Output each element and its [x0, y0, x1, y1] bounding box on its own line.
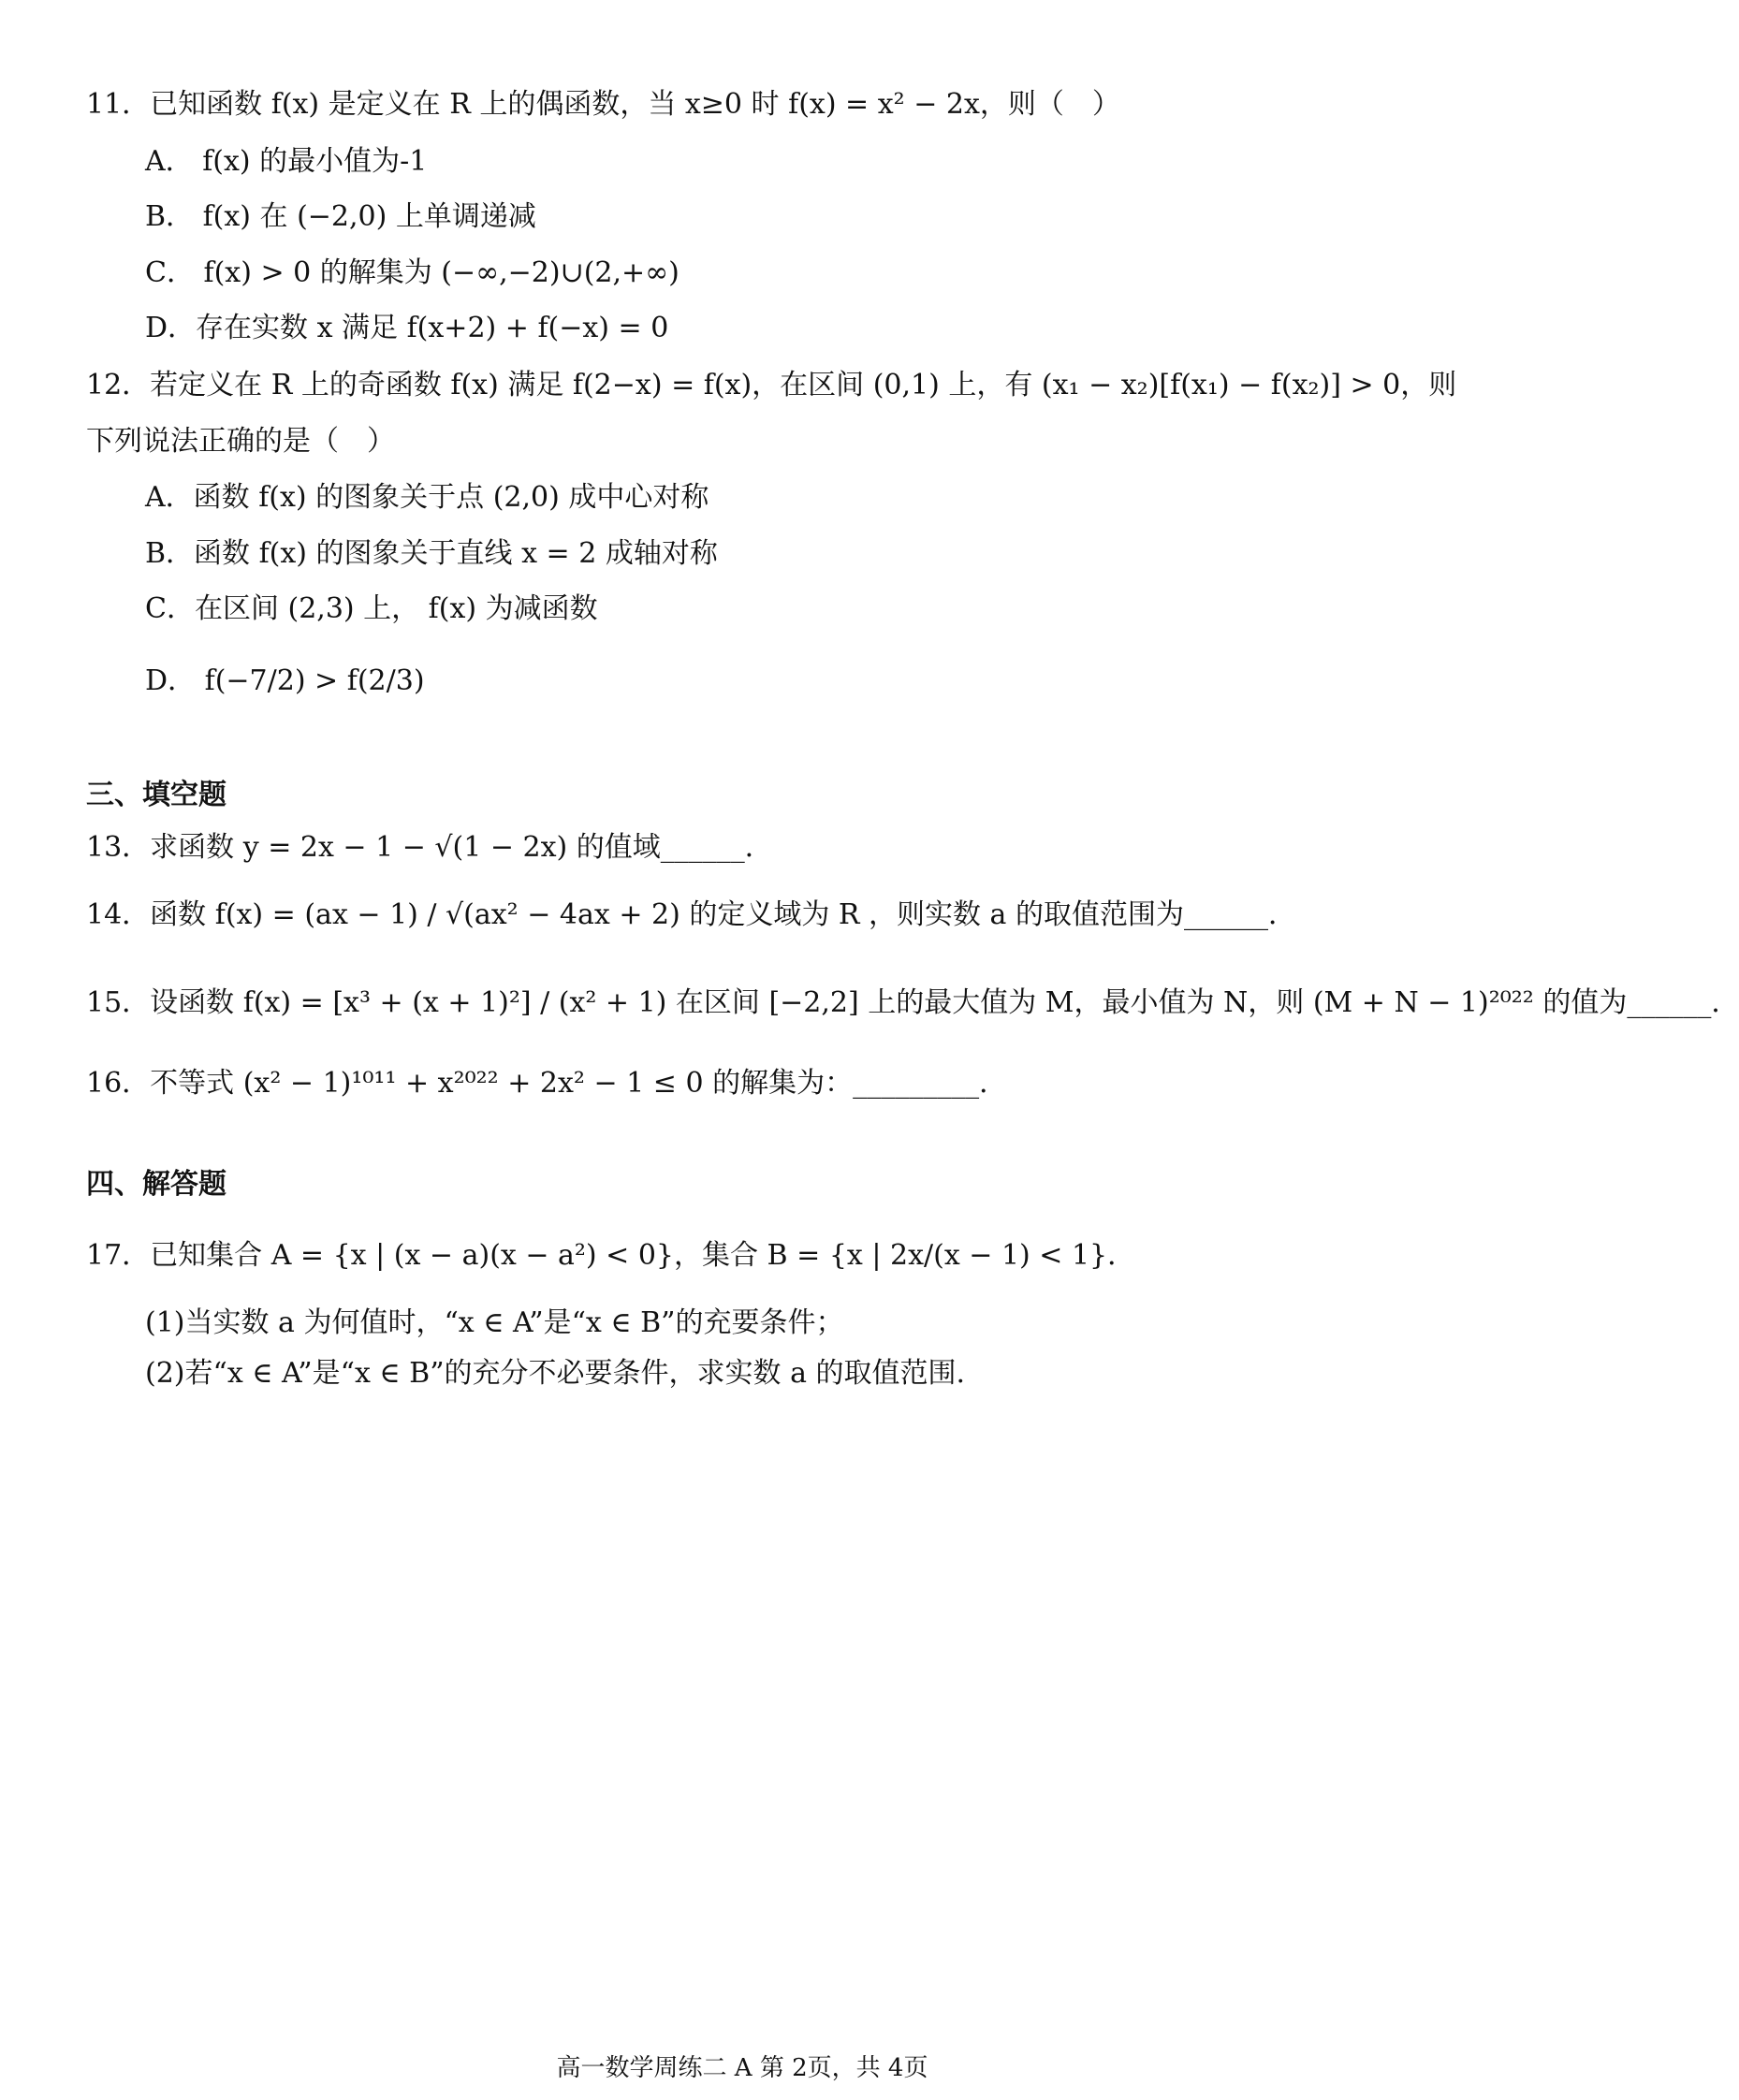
q15: 15．设函数 f(x) = [x³ + (x + 1)²] / (x² + 1) 在区间 [−2,2] 上的最大值为 M，最小值为 N，则 (M + N − 1)²⁰²² 的值为______．	[86, 986, 1739, 1019]
q12-option-b: B．函数 f(x) 的图象关于直线 x = 2 成轴对称	[145, 537, 718, 570]
q11-option-b: B． f(x) 在 (−2,0) 上单调递减	[145, 200, 536, 233]
q11-option-c: C． f(x) > 0 的解集为 (−∞,−2)∪(2,+∞)	[145, 256, 680, 289]
q11-option-d: D．存在实数 x 满足 f(x+2) + f(−x) = 0	[145, 312, 669, 344]
q17-part-1: (1)当实数 a 为何值时，“x ∈ A”是“x ∈ B”的充要条件；	[145, 1306, 844, 1339]
q12-stem-continued: 下列说法正确的是（ ）	[86, 425, 395, 458]
section-answer-heading: 四、解答题	[86, 1168, 227, 1201]
q12-option-d: D． f(−7/2) > f(2/3)	[145, 664, 425, 697]
q14: 14．函数 f(x) = (ax − 1) / √(ax² − 4ax + 2) 的定义域为 R ，则实数 a 的取值范围为______．	[86, 898, 1296, 931]
q17-stem: 17．已知集合 A = {x | (x − a)(x − a²) < 0}，集合 B = {x | 2x/(x − 1) < 1}．	[86, 1239, 1136, 1272]
q12-option-c: C．在区间 (2,3) 上， f(x) 为减函数	[145, 592, 598, 625]
q13: 13．求函数 y = 2x − 1 − √(1 − 2x) 的值域______．	[86, 831, 773, 864]
q17-part-2: (2)若“x ∈ A”是“x ∈ B”的充分不必要条件，求实数 a 的取值范围.	[145, 1357, 966, 1390]
q11-option-a: A． f(x) 的最小值为-1	[145, 145, 428, 178]
q12-option-a: A．函数 f(x) 的图象关于点 (2,0) 成中心对称	[145, 481, 709, 514]
page-footer: 高一数学周练二 A 第 2页，共 4页	[556, 2054, 928, 2082]
q16: 16．不等式 (x² − 1)¹⁰¹¹ + x²⁰²² + 2x² − 1 ≤ 0 的解集为：_________．	[86, 1067, 1008, 1100]
section-fill-in-heading: 三、填空题	[86, 779, 227, 811]
q12-stem: 12．若定义在 R 上的奇函数 f(x) 满足 f(2−x) = f(x)，在区间 (0,1) 上，有 (x₁ − x₂)[f(x₁) − f(x₂)] > 0，则	[86, 369, 1457, 401]
q11-stem: 11．已知函数 f(x) 是定义在 R 上的偶函数，当 x≥0 时 f(x) = x² − 2x，则（ ）	[86, 88, 1120, 121]
